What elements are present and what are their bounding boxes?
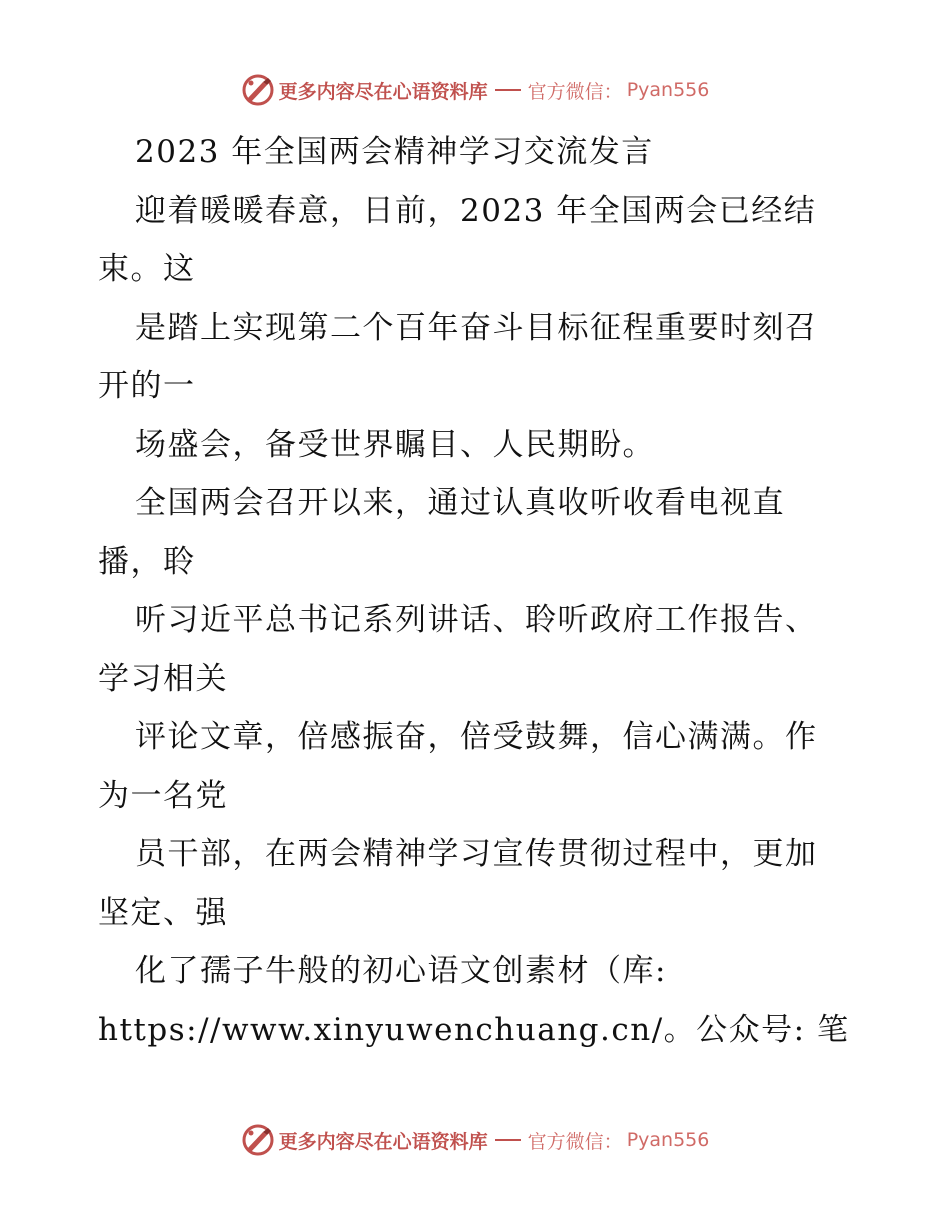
paragraph-line: 开的一 [98,368,196,404]
paragraph-line: 学习相关 [98,660,228,697]
paragraph-line: 播，聆 [98,543,196,580]
paragraph-line: 束。这 [98,251,196,287]
document-body [98,123,888,1059]
footer-watermark-content [241,1123,710,1157]
paragraph-line: 迎着暖暖春意，日前，2023 年全国两会已经结 [135,192,817,229]
paragraph-line: 听习近平总书记系列讲话、聆听政府工作报告、 [135,602,818,638]
paragraph-line: 全国两会召开以来，通过认真收听收看电视直 [135,485,785,521]
header-watermark-content [241,73,710,107]
footer-watermark-side-text: 官方微信： [527,1130,623,1153]
paragraph-line: 坚定、强 [98,894,228,931]
paragraph-line: 化了孺子牛般的初心语文创素材（库: [135,953,667,989]
header-watermark-side-text: 官方微信： [527,80,623,103]
footer-watermark-dash [495,1139,521,1141]
paragraph-line: 为一名党 [98,777,228,814]
paragraph-line: 评论文章，倍感振奋，倍受鼓舞，信心满满。作 [135,719,818,755]
footer-watermark-id-text: Pyan556 [626,1129,710,1151]
footer-watermark-banner [0,1120,950,1160]
pen-circle-logo-icon [241,1123,275,1157]
document-title: 2023 年全国两会精神学习交流发言 [135,134,654,170]
paragraph-line: 场盛会，备受世界瞩目、人民期盼。 [135,426,655,463]
footer-watermark-main-text: 更多内容尽在心语资料库 [278,1130,488,1153]
paragraph-line: 是踏上实现第二个百年奋斗目标征程重要时刻召 [135,309,818,346]
paragraph-line: 员干部，在两会精神学习宣传贯彻过程中，更加 [135,836,818,872]
header-watermark-main-text: 更多内容尽在心语资料库 [278,80,488,103]
header-watermark-dash [495,89,521,91]
pen-circle-logo-icon [241,73,275,107]
header-watermark-banner [0,70,950,110]
header-watermark-id-text: Pyan556 [626,79,710,101]
paragraph-line-url: https://www.xinyuwenchuang.cn/。公众号: 笔 [98,1011,850,1048]
